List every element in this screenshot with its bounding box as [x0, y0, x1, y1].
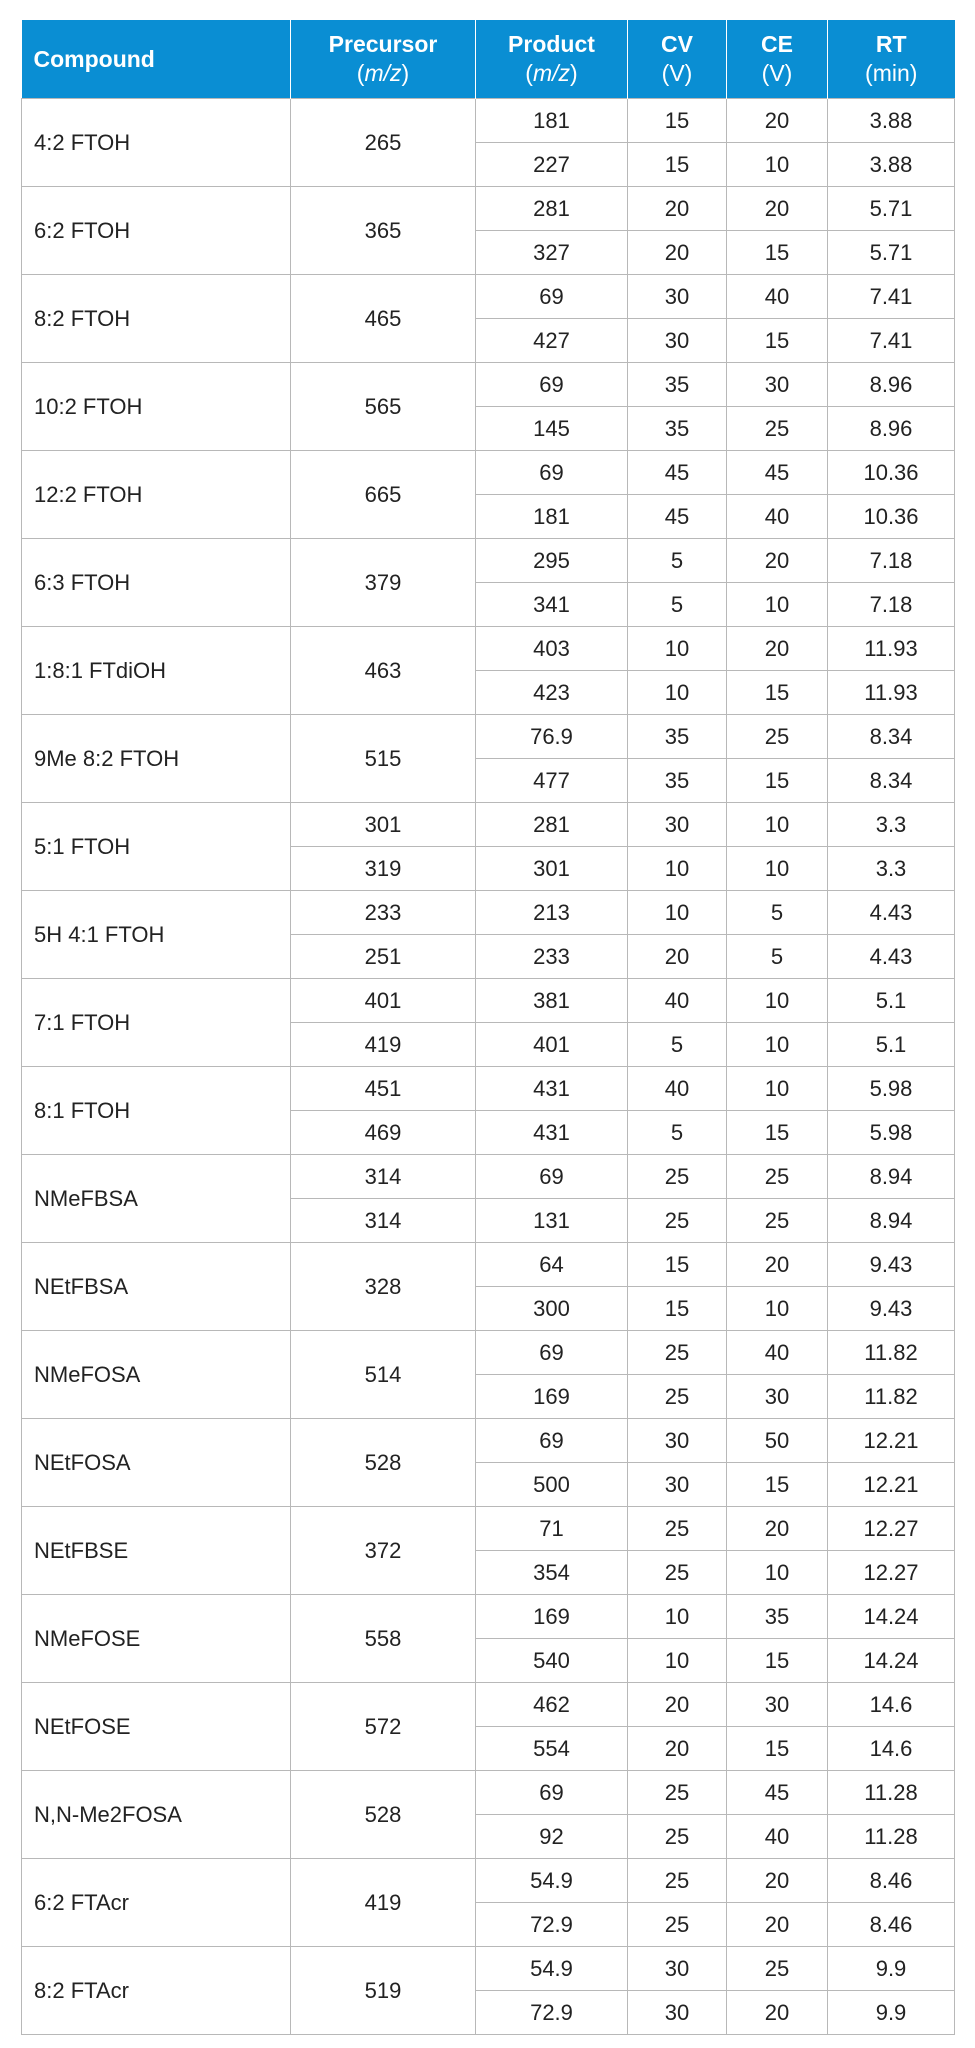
cv-cell: 10 [628, 891, 727, 935]
product-cell: 64 [476, 1243, 628, 1287]
cv-cell: 25 [628, 1551, 727, 1595]
rt-cell: 11.28 [828, 1815, 955, 1859]
precursor-cell: 665 [291, 451, 476, 539]
header-row [22, 20, 955, 99]
precursor-cell: 314 [291, 1155, 476, 1199]
compound-cell: NMeFOSE [22, 1595, 291, 1683]
ce-cell: 40 [727, 495, 828, 539]
ce-cell: 5 [727, 891, 828, 935]
ce-cell: 10 [727, 143, 828, 187]
ce-cell: 15 [727, 319, 828, 363]
cv-cell: 5 [628, 583, 727, 627]
product-cell: 71 [476, 1507, 628, 1551]
cv-cell: 30 [628, 275, 727, 319]
product-cell: 69 [476, 451, 628, 495]
compound-cell: 12:2 FTOH [22, 451, 291, 539]
rt-cell: 3.88 [828, 99, 955, 143]
precursor-cell: 528 [291, 1419, 476, 1507]
rt-cell: 8.96 [828, 363, 955, 407]
precursor-cell: 314 [291, 1199, 476, 1243]
product-cell: 227 [476, 143, 628, 187]
product-cell: 500 [476, 1463, 628, 1507]
product-cell: 341 [476, 583, 628, 627]
product-cell: 423 [476, 671, 628, 715]
rt-cell: 9.43 [828, 1287, 955, 1331]
product-cell: 354 [476, 1551, 628, 1595]
product-cell: 54.9 [476, 1947, 628, 1991]
cv-cell: 15 [628, 1243, 727, 1287]
product-cell: 213 [476, 891, 628, 935]
ce-cell: 20 [727, 1507, 828, 1551]
table-row [22, 363, 955, 407]
compound-cell: 6:3 FTOH [22, 539, 291, 627]
cv-cell: 20 [628, 1683, 727, 1727]
header-rt [828, 20, 955, 99]
product-cell: 295 [476, 539, 628, 583]
product-cell: 92 [476, 1815, 628, 1859]
ce-cell: 50 [727, 1419, 828, 1463]
ce-cell: 10 [727, 1067, 828, 1111]
precursor-cell: 469 [291, 1111, 476, 1155]
product-cell: 431 [476, 1067, 628, 1111]
cv-cell: 10 [628, 1639, 727, 1683]
ce-cell: 15 [727, 1463, 828, 1507]
ce-cell: 15 [727, 759, 828, 803]
cv-cell: 25 [628, 1903, 727, 1947]
table-row [22, 1331, 955, 1375]
product-cell: 300 [476, 1287, 628, 1331]
header-precursor-label: Precursor [328, 31, 438, 57]
cv-cell: 30 [628, 319, 727, 363]
compound-cell: NMeFOSA [22, 1331, 291, 1419]
product-cell: 145 [476, 407, 628, 451]
precursor-cell: 451 [291, 1067, 476, 1111]
table-row [22, 1507, 955, 1551]
product-cell: 76.9 [476, 715, 628, 759]
rt-cell: 8.96 [828, 407, 955, 451]
cv-cell: 40 [628, 979, 727, 1023]
precursor-cell: 233 [291, 891, 476, 935]
precursor-cell: 319 [291, 847, 476, 891]
rt-cell: 11.82 [828, 1375, 955, 1419]
rt-cell: 8.34 [828, 759, 955, 803]
precursor-cell: 463 [291, 627, 476, 715]
cv-cell: 20 [628, 231, 727, 275]
ce-cell: 25 [727, 1199, 828, 1243]
rt-cell: 11.93 [828, 671, 955, 715]
rt-cell: 4.43 [828, 935, 955, 979]
product-cell: 327 [476, 231, 628, 275]
product-cell: 69 [476, 1331, 628, 1375]
precursor-cell: 515 [291, 715, 476, 803]
header-rt-label: RT [875, 31, 907, 57]
cv-cell: 25 [628, 1507, 727, 1551]
cv-cell: 45 [628, 495, 727, 539]
cv-cell: 20 [628, 1727, 727, 1771]
ce-cell: 20 [727, 99, 828, 143]
ce-cell: 10 [727, 847, 828, 891]
table-row [22, 1243, 955, 1287]
ce-cell: 20 [727, 187, 828, 231]
rt-cell: 12.27 [828, 1507, 955, 1551]
rt-cell: 9.9 [828, 1947, 955, 1991]
cv-cell: 5 [628, 1111, 727, 1155]
product-cell: 477 [476, 759, 628, 803]
rt-cell: 5.98 [828, 1067, 955, 1111]
table-row [22, 1067, 955, 1111]
compound-cell: NMeFBSA [22, 1155, 291, 1243]
precursor-cell: 419 [291, 1859, 476, 1947]
ce-cell: 10 [727, 583, 828, 627]
ce-cell: 20 [727, 1859, 828, 1903]
product-cell: 181 [476, 99, 628, 143]
ce-cell: 15 [727, 1639, 828, 1683]
header-precursor-unit-text: m/z [364, 60, 402, 86]
cv-cell: 25 [628, 1199, 727, 1243]
product-cell: 427 [476, 319, 628, 363]
compound-cell: 9Me 8:2 FTOH [22, 715, 291, 803]
ce-cell: 45 [727, 451, 828, 495]
header-ce-unit: (V) [761, 60, 793, 86]
ce-cell: 10 [727, 1551, 828, 1595]
rt-cell: 8.46 [828, 1859, 955, 1903]
precursor-cell: 379 [291, 539, 476, 627]
ce-cell: 25 [727, 715, 828, 759]
compound-cell: 7:1 FTOH [22, 979, 291, 1067]
ce-cell: 20 [727, 1243, 828, 1287]
ce-cell: 10 [727, 803, 828, 847]
compound-cell: 10:2 FTOH [22, 363, 291, 451]
cv-cell: 35 [628, 715, 727, 759]
rt-cell: 14.24 [828, 1595, 955, 1639]
ce-cell: 25 [727, 1947, 828, 1991]
table-header [22, 20, 955, 99]
cv-cell: 35 [628, 407, 727, 451]
rt-cell: 12.21 [828, 1419, 955, 1463]
rt-cell: 11.93 [828, 627, 955, 671]
cv-cell: 30 [628, 1947, 727, 1991]
ce-cell: 40 [727, 275, 828, 319]
compound-cell: 8:1 FTOH [22, 1067, 291, 1155]
header-product [476, 20, 628, 99]
table-row [22, 1771, 955, 1815]
cv-cell: 15 [628, 1287, 727, 1331]
rt-cell: 8.94 [828, 1155, 955, 1199]
ce-cell: 15 [727, 1111, 828, 1155]
precursor-cell: 565 [291, 363, 476, 451]
cv-cell: 10 [628, 627, 727, 671]
ce-cell: 30 [727, 1683, 828, 1727]
rt-cell: 5.71 [828, 231, 955, 275]
ce-cell: 40 [727, 1331, 828, 1375]
precursor-cell: 558 [291, 1595, 476, 1683]
compound-cell: NEtFOSE [22, 1683, 291, 1771]
rt-cell: 9.9 [828, 1991, 955, 2035]
header-product-unit: (m/z) [525, 60, 578, 86]
precursor-cell: 328 [291, 1243, 476, 1331]
product-cell: 462 [476, 1683, 628, 1727]
cv-cell: 20 [628, 187, 727, 231]
cv-cell: 20 [628, 935, 727, 979]
table-row [22, 1947, 955, 1991]
ce-cell: 45 [727, 1771, 828, 1815]
rt-cell: 14.6 [828, 1683, 955, 1727]
header-precursor-unit: (m/z) [356, 60, 410, 86]
header-precursor [291, 20, 476, 99]
rt-cell: 3.3 [828, 803, 955, 847]
precursor-cell: 301 [291, 803, 476, 847]
precursor-cell: 372 [291, 1507, 476, 1595]
product-cell: 69 [476, 1155, 628, 1199]
ce-cell: 40 [727, 1815, 828, 1859]
header-cv-unit: (V) [661, 60, 693, 86]
product-cell: 72.9 [476, 1903, 628, 1947]
precursor-cell: 465 [291, 275, 476, 363]
header-product-label: Product [508, 31, 595, 57]
cv-cell: 30 [628, 1463, 727, 1507]
header-ce [727, 20, 828, 99]
cv-cell: 45 [628, 451, 727, 495]
table-row [22, 539, 955, 583]
cv-cell: 5 [628, 539, 727, 583]
precursor-cell: 572 [291, 1683, 476, 1771]
product-cell: 169 [476, 1595, 628, 1639]
rt-cell: 4.43 [828, 891, 955, 935]
cv-cell: 30 [628, 1991, 727, 2035]
rt-cell: 3.88 [828, 143, 955, 187]
precursor-cell: 528 [291, 1771, 476, 1859]
header-ce-label: CE [761, 31, 793, 57]
cv-cell: 10 [628, 671, 727, 715]
cv-cell: 10 [628, 847, 727, 891]
product-cell: 54.9 [476, 1859, 628, 1903]
precursor-cell: 265 [291, 99, 476, 187]
rt-cell: 12.27 [828, 1551, 955, 1595]
ce-cell: 5 [727, 935, 828, 979]
rt-cell: 7.18 [828, 539, 955, 583]
table-row [22, 1419, 955, 1463]
product-cell: 181 [476, 495, 628, 539]
ce-cell: 30 [727, 363, 828, 407]
cv-cell: 25 [628, 1815, 727, 1859]
table-row [22, 979, 955, 1023]
rt-cell: 12.21 [828, 1463, 955, 1507]
cv-cell: 5 [628, 1023, 727, 1067]
table-row [22, 187, 955, 231]
rt-cell: 8.94 [828, 1199, 955, 1243]
product-cell: 69 [476, 1419, 628, 1463]
cv-cell: 25 [628, 1859, 727, 1903]
rt-cell: 5.98 [828, 1111, 955, 1155]
rt-cell: 14.24 [828, 1639, 955, 1683]
rt-cell: 5.71 [828, 187, 955, 231]
product-cell: 281 [476, 187, 628, 231]
product-cell: 281 [476, 803, 628, 847]
product-cell: 431 [476, 1111, 628, 1155]
rt-cell: 7.18 [828, 583, 955, 627]
ce-cell: 30 [727, 1375, 828, 1419]
rt-cell: 10.36 [828, 495, 955, 539]
header-rt-unit: (min) [865, 60, 918, 86]
product-cell: 401 [476, 1023, 628, 1067]
ce-cell: 10 [727, 1287, 828, 1331]
compound-cell: 1:8:1 FTdiOH [22, 627, 291, 715]
ce-cell: 15 [727, 231, 828, 275]
cv-cell: 25 [628, 1375, 727, 1419]
cv-cell: 40 [628, 1067, 727, 1111]
product-cell: 131 [476, 1199, 628, 1243]
product-cell: 169 [476, 1375, 628, 1419]
product-cell: 69 [476, 1771, 628, 1815]
ce-cell: 15 [727, 1727, 828, 1771]
cv-cell: 25 [628, 1155, 727, 1199]
product-cell: 540 [476, 1639, 628, 1683]
table-row [22, 1155, 955, 1199]
compound-cell: N,N-Me2FOSA [22, 1771, 291, 1859]
cv-cell: 10 [628, 1595, 727, 1639]
table-row [22, 1859, 955, 1903]
ce-cell: 15 [727, 671, 828, 715]
precursor-cell: 419 [291, 1023, 476, 1067]
table-row [22, 803, 955, 847]
precursor-cell: 365 [291, 187, 476, 275]
compound-cell: 8:2 FTAcr [22, 1947, 291, 2035]
compound-cell: 5:1 FTOH [22, 803, 291, 891]
compound-cell: NEtFBSE [22, 1507, 291, 1595]
compound-cell: 6:2 FTAcr [22, 1859, 291, 1947]
ce-cell: 10 [727, 1023, 828, 1067]
rt-cell: 7.41 [828, 319, 955, 363]
compound-cell: 4:2 FTOH [22, 99, 291, 187]
precursor-cell: 251 [291, 935, 476, 979]
compound-cell: NEtFBSA [22, 1243, 291, 1331]
table-row [22, 627, 955, 671]
rt-cell: 3.3 [828, 847, 955, 891]
header-product-unit-text: m/z [532, 60, 571, 86]
ce-cell: 25 [727, 1155, 828, 1199]
table-row [22, 1683, 955, 1727]
rt-cell: 14.6 [828, 1727, 955, 1771]
cv-cell: 30 [628, 803, 727, 847]
ce-cell: 25 [727, 407, 828, 451]
product-cell: 301 [476, 847, 628, 891]
precursor-cell: 514 [291, 1331, 476, 1419]
product-cell: 72.9 [476, 1991, 628, 2035]
cv-cell: 15 [628, 143, 727, 187]
mrm-transitions-table [21, 20, 955, 2035]
ce-cell: 20 [727, 1903, 828, 1947]
ce-cell: 20 [727, 539, 828, 583]
rt-cell: 7.41 [828, 275, 955, 319]
rt-cell: 8.46 [828, 1903, 955, 1947]
product-cell: 69 [476, 363, 628, 407]
compound-cell: 6:2 FTOH [22, 187, 291, 275]
ce-cell: 20 [727, 627, 828, 671]
rt-cell: 5.1 [828, 1023, 955, 1067]
header-compound-label: Compound [33, 45, 155, 72]
table-row [22, 715, 955, 759]
compound-cell: 8:2 FTOH [22, 275, 291, 363]
table-container [21, 20, 955, 2035]
compound-cell: 5H 4:1 FTOH [22, 891, 291, 979]
table-row [22, 451, 955, 495]
table-row [22, 275, 955, 319]
product-cell: 403 [476, 627, 628, 671]
product-cell: 554 [476, 1727, 628, 1771]
table-row [22, 1595, 955, 1639]
rt-cell: 9.43 [828, 1243, 955, 1287]
header-cv-label: CV [661, 31, 693, 57]
rt-cell: 10.36 [828, 451, 955, 495]
header-compound [22, 20, 291, 99]
product-cell: 69 [476, 275, 628, 319]
product-cell: 233 [476, 935, 628, 979]
header-cv [628, 20, 727, 99]
cv-cell: 30 [628, 1419, 727, 1463]
rt-cell: 8.34 [828, 715, 955, 759]
cv-cell: 35 [628, 363, 727, 407]
ce-cell: 20 [727, 1991, 828, 2035]
rt-cell: 11.28 [828, 1771, 955, 1815]
table-body [22, 99, 955, 2035]
compound-cell: NEtFOSA [22, 1419, 291, 1507]
cv-cell: 35 [628, 759, 727, 803]
ce-cell: 10 [727, 979, 828, 1023]
precursor-cell: 519 [291, 1947, 476, 2035]
cv-cell: 15 [628, 99, 727, 143]
table-row [22, 891, 955, 935]
ce-cell: 35 [727, 1595, 828, 1639]
table-row [22, 99, 955, 143]
cv-cell: 25 [628, 1331, 727, 1375]
precursor-cell: 401 [291, 979, 476, 1023]
rt-cell: 11.82 [828, 1331, 955, 1375]
product-cell: 381 [476, 979, 628, 1023]
rt-cell: 5.1 [828, 979, 955, 1023]
cv-cell: 25 [628, 1771, 727, 1815]
